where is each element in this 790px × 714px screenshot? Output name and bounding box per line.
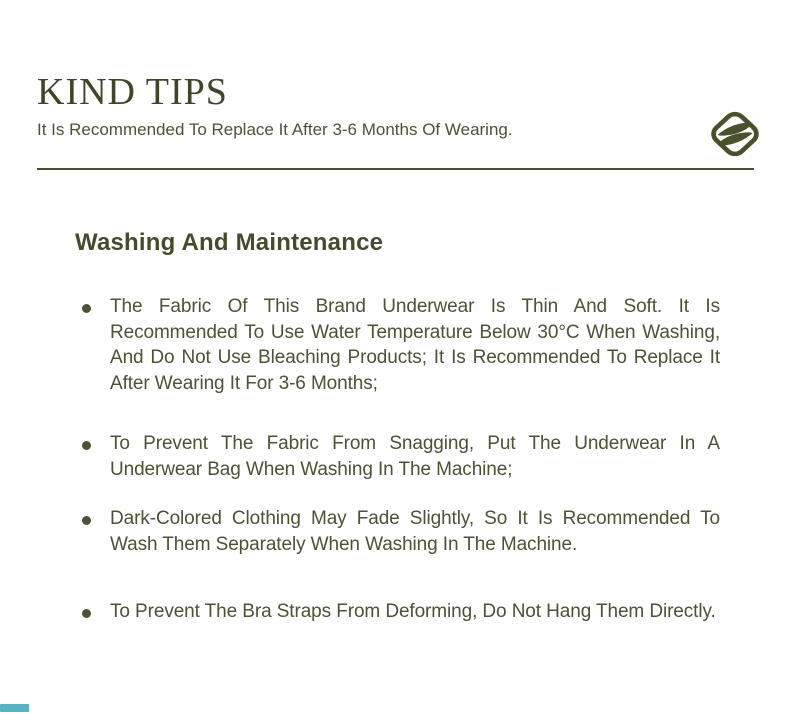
list-item [75,506,720,557]
bullet-icon [82,441,91,450]
page-corner-accent [0,704,29,712]
page-title: KIND TIPS [37,71,228,113]
tip-text: To Prevent The Fabric From Snagging, Put The Underwear In A Underwear Bag When Washing In The Machine; [110,433,720,480]
tip-text: To Prevent The Bra Straps From Deforming, Do Not Hang Them Directly. [110,601,716,622]
page-subtitle: It Is Recommended To Replace It After 3-6 Months Of Wearing. [37,120,513,139]
page-header [0,0,790,170]
list-item [75,294,720,396]
bullet-icon [82,304,91,313]
bullet-icon [82,609,91,618]
bullet-icon [82,516,91,525]
tips-list [75,294,720,625]
list-item [75,599,720,625]
tip-text: The Fabric Of This Brand Underwear Is Thin And Soft. It Is Recommended To Use Water Temperature Below 30°C When Washing, And Do Not Use Bleaching Products; It Is Recommended To Replace It After Wearing It For 3-6 Months; [110,296,720,394]
washing-maintenance-section [0,170,790,625]
leaf-swirl-diamond-icon [707,108,763,160]
section-title: Washing And Maintenance [75,229,384,256]
header-divider [37,168,754,170]
tip-text: Dark-Colored Clothing May Fade Slightly, So It Is Recommended To Wash Them Separately When Washing In The Machine. [110,508,720,555]
list-item [75,431,720,482]
